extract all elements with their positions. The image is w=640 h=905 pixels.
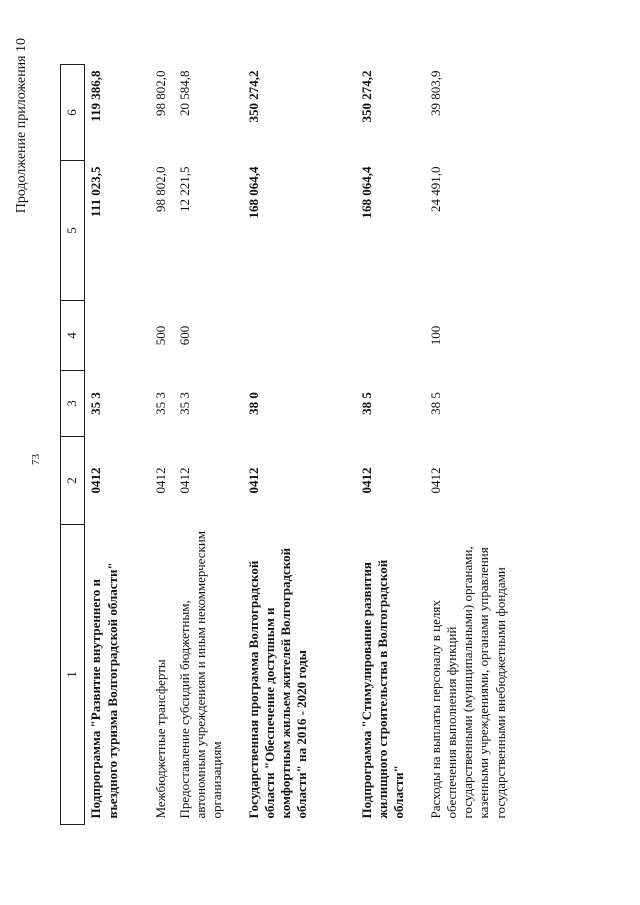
- column-header: 5: [61, 161, 85, 301]
- row-amount-2: 350 274,2: [245, 70, 261, 123]
- row-code: 0412: [245, 467, 261, 494]
- column-header-row: [61, 65, 85, 825]
- row-type: [243, 301, 356, 371]
- row-program: 35 3: [153, 392, 169, 415]
- row-amount-1: 168 064,4: [245, 166, 261, 219]
- row-amount-1: 12 221,5: [176, 166, 192, 212]
- row-amount-1: 98 802,0: [153, 166, 169, 212]
- row-amount-1: 111 023,5: [88, 166, 104, 218]
- column-header: 3: [61, 371, 85, 437]
- row-code: 0412: [153, 467, 169, 494]
- row-name: Предоставление субсидий бюджетным, автономным учреждениям и иным некоммерческим организациям: [176, 530, 224, 819]
- table-row: [243, 65, 356, 825]
- column-header: 4: [61, 301, 85, 371]
- row-name: Государственная программа Волгоградской области "Обеспечение доступным и комфортным жильем жителей Волгоградской области" на 2016 - 2020 годы: [245, 547, 310, 819]
- column-header: 6: [61, 65, 85, 161]
- row-amount-1: 24 491,0: [427, 166, 443, 212]
- row-code: 0412: [358, 467, 374, 494]
- table-row: [85, 65, 151, 825]
- row-code: 0412: [88, 467, 104, 494]
- row-amount-2: 39 803,9: [427, 70, 443, 116]
- table-row: [150, 65, 173, 825]
- row-type: 500: [153, 325, 169, 346]
- table-row: [356, 65, 425, 825]
- row-amount-1: 168 064,4: [358, 166, 374, 219]
- row-name: Подпрограмма "Стимулирование развития жилищного строительства в Волгоградской области": [358, 559, 406, 819]
- row-type: [85, 301, 151, 371]
- row-name: Межбюджетные трансферты: [153, 659, 169, 819]
- row-program: 38 5: [427, 392, 443, 415]
- row-program: 35 3: [88, 392, 104, 415]
- table-row: [425, 65, 538, 825]
- row-type: 600: [176, 325, 192, 346]
- row-type: [356, 301, 425, 371]
- table-row: [174, 65, 243, 825]
- row-program: 38 0: [245, 392, 261, 415]
- continuation-title: Продолжение приложения 10: [14, 38, 29, 214]
- row-type: 100: [427, 325, 443, 346]
- column-header: 1: [61, 525, 85, 825]
- row-name: Подпрограмма "Развитие внутреннего и въездного туризма Волгоградской области": [88, 562, 120, 819]
- row-name: Расходы на выплаты персоналу в целях обеспечения выполнения функций государственными (муниципальными) органами, казенными учреждениями, органами управления государственными внебюджетными фондами: [427, 546, 508, 819]
- row-amount-2: 98 802,0: [153, 70, 169, 116]
- row-amount-2: 20 584,8: [176, 70, 192, 116]
- row-code: 0412: [427, 467, 443, 494]
- page-number: 73: [30, 454, 42, 465]
- budget-table: [60, 64, 538, 825]
- row-code: 0412: [176, 467, 192, 494]
- row-program: 35 3: [176, 392, 192, 415]
- row-amount-2: 350 274,2: [358, 70, 374, 123]
- row-program: 38 5: [358, 392, 374, 415]
- column-header: 2: [61, 437, 85, 525]
- row-amount-2: 119 386,8: [88, 70, 104, 122]
